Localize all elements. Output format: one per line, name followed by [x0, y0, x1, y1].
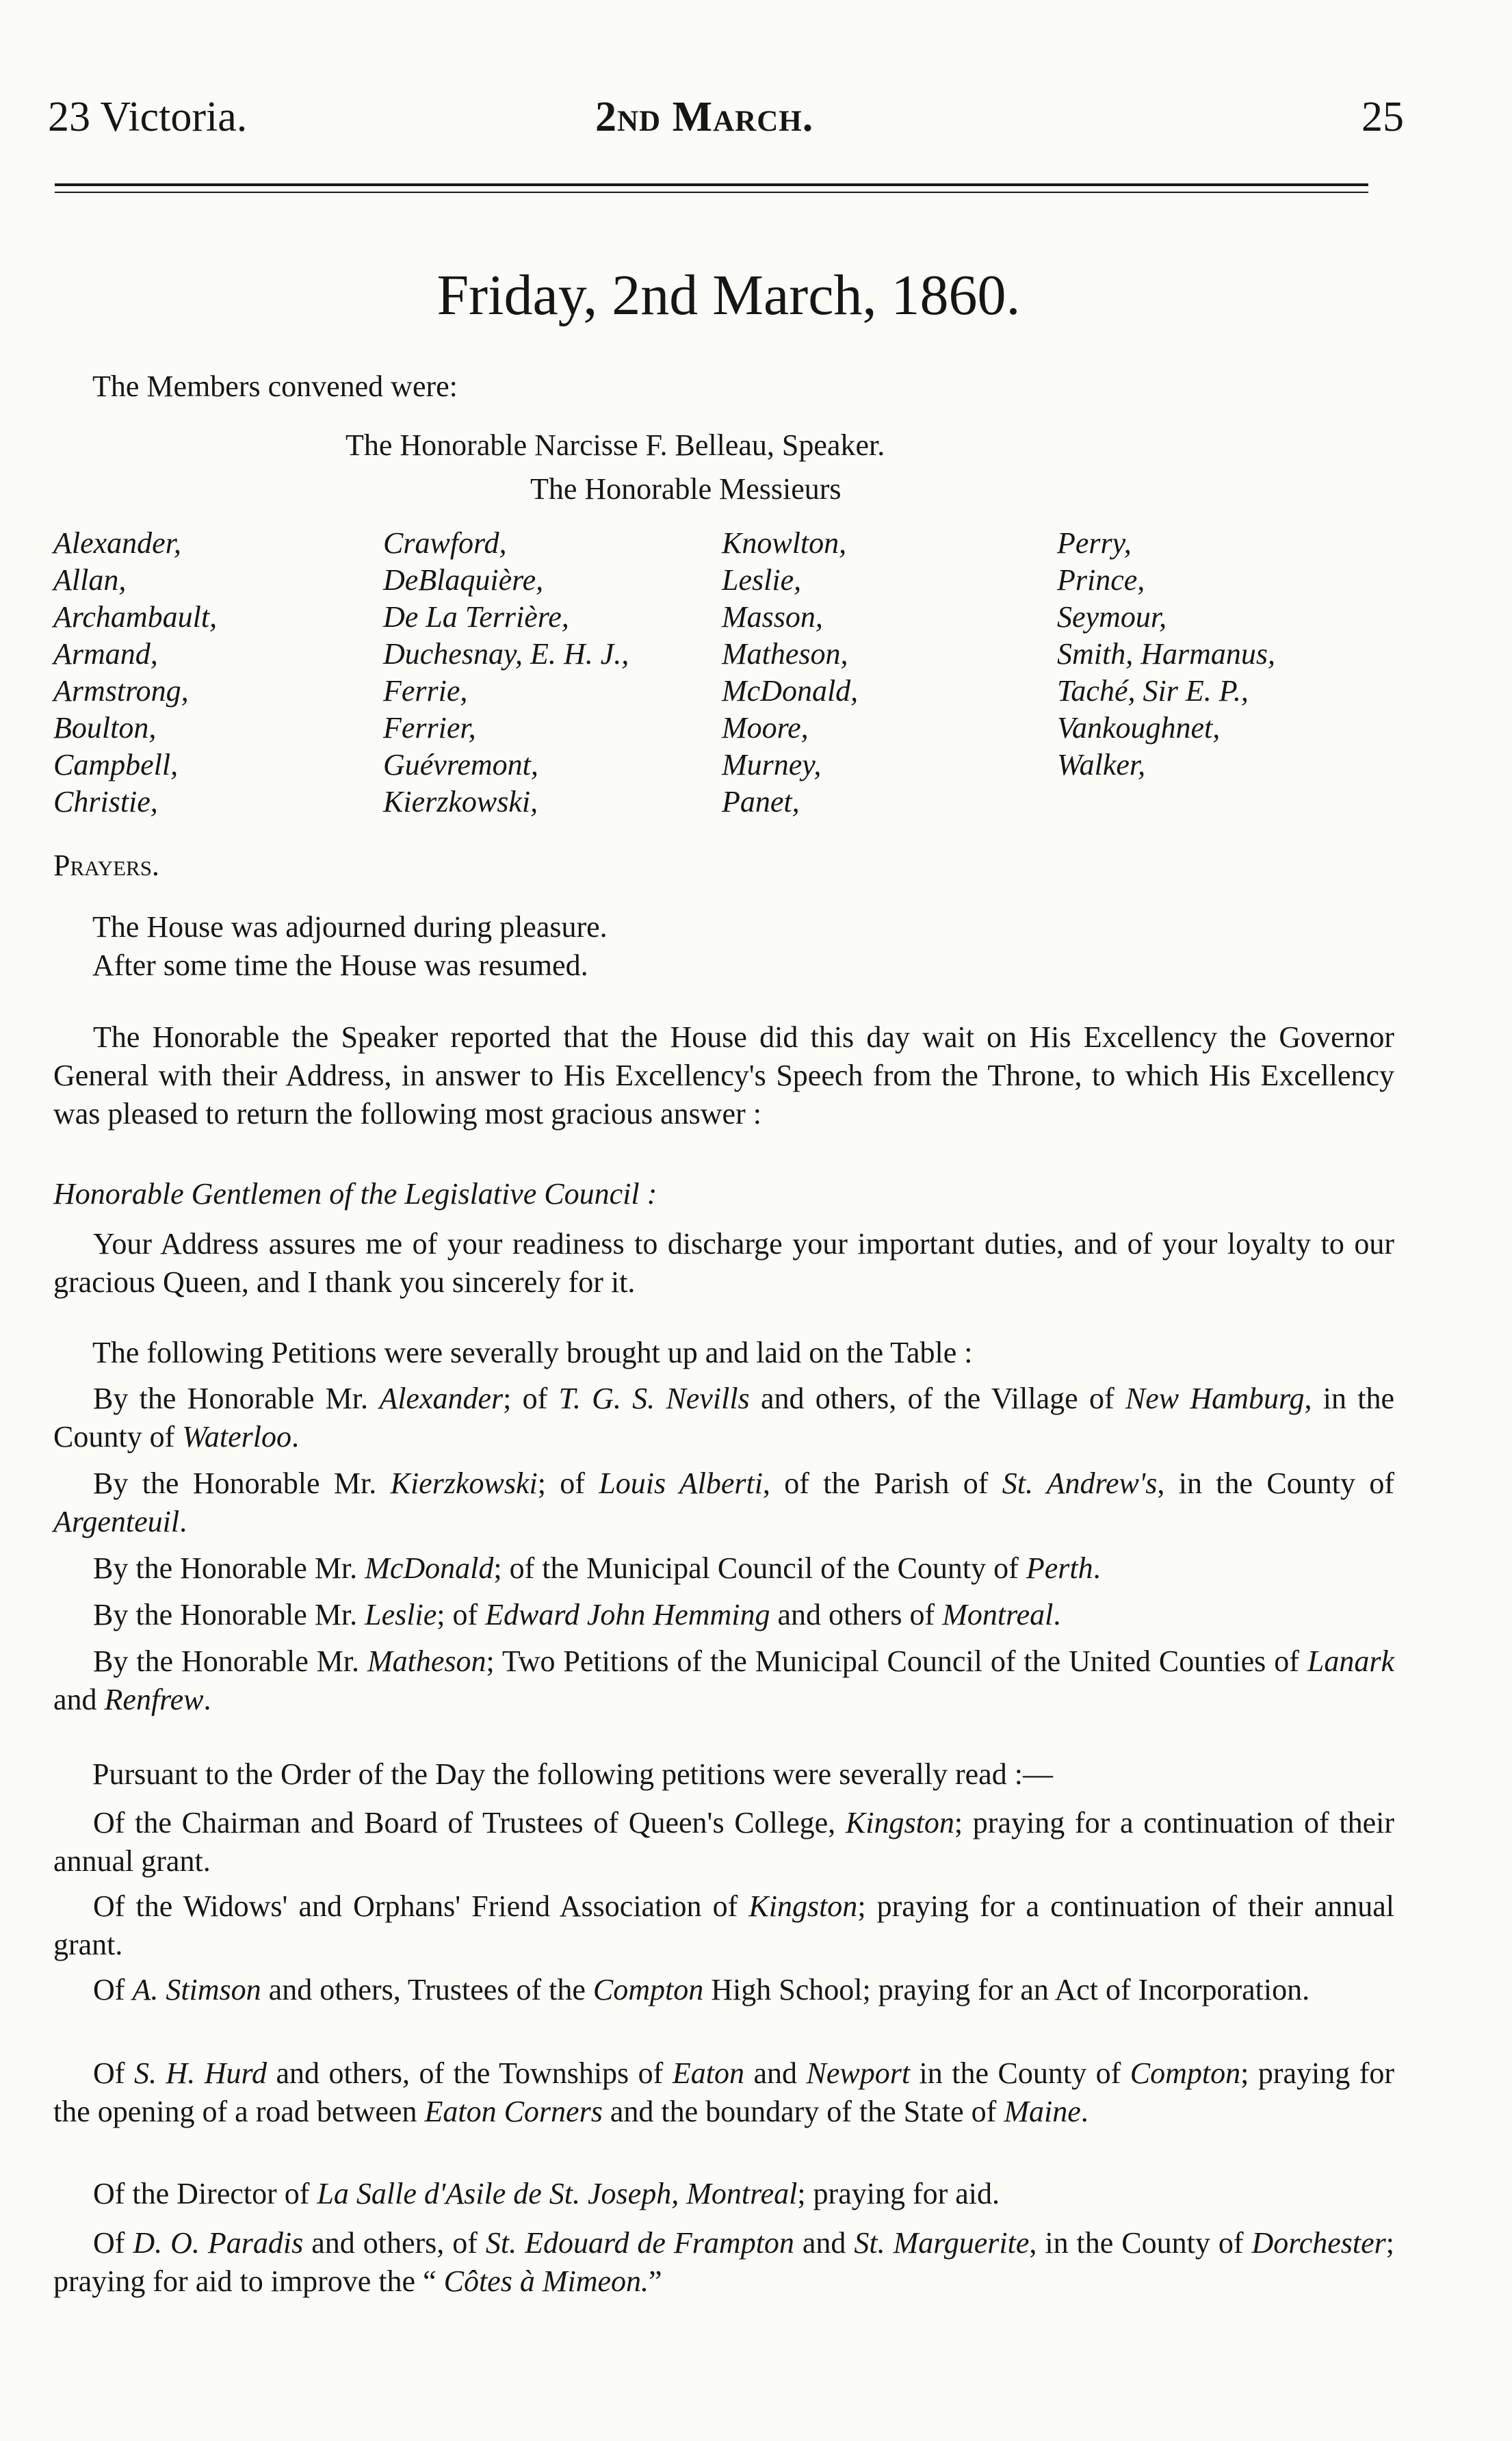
speaker-line: The Honorable Narcisse F. Belleau, Speaker.: [346, 428, 885, 462]
salutation: Honorable Gentlemen of the Legislative Council :: [53, 1177, 657, 1211]
member-name: Christie,: [53, 785, 158, 818]
petitions-intro: The following Petitions were severally brought up and laid on the Table :: [92, 1336, 973, 1369]
member-name: McDonald,: [722, 674, 859, 708]
members-column-1: [53, 525, 217, 821]
member-name: Panet,: [722, 785, 800, 818]
member-name: Duchesnay, E. H. J.,: [383, 637, 629, 671]
read-petition-item: Of S. H. Hurd and others, of the Townships of Eaton and Newport in the County of Compton; praying for the opening of a road between Eaton Corners and the boundary of the State of Maine.: [53, 2056, 1395, 2128]
prayers-heading: Prayers.: [53, 849, 159, 882]
member-name: Taché, Sir E. P.,: [1057, 674, 1249, 708]
read-petition-item: Of D. O. Paradis and others, of St. Edouard de Frampton and St. Marguerite, in the County of Dorchester; praying for aid to improve the “ Côtes à Mimeon.”: [53, 2226, 1395, 2298]
member-name: Murney,: [722, 748, 822, 782]
header-rule-thin: [55, 192, 1368, 193]
member-name: Knowlton,: [722, 526, 847, 560]
member-name: Alexander,: [53, 526, 181, 560]
governor-reply: Your Address assures me of your readiness to discharge your important duties, and of your loyalty to our gracious Queen, and I thank you sincerely for it.: [53, 1227, 1394, 1299]
members-intro: The Members convened were:: [92, 370, 458, 403]
member-name: Seymour,: [1057, 600, 1167, 634]
member-name: Perry,: [1057, 526, 1132, 560]
running-head-date: 2nd March.: [595, 94, 814, 140]
petition-item: By the Honorable Mr. Kierzkowski; of Louis Alberti, of the Parish of St. Andrew's, in the County of Argenteuil.: [53, 1467, 1394, 1538]
member-name: Smith, Harmanus,: [1057, 637, 1276, 671]
member-name: Crawford,: [383, 526, 507, 560]
member-name: Masson,: [722, 600, 823, 634]
page-number: 25: [1361, 94, 1404, 140]
member-name: Prince,: [1057, 563, 1145, 597]
read-petition-item: Of A. Stimson and others, Trustees of the Compton High School; praying for an Act of Incorporation.: [93, 1973, 1310, 2006]
member-name: Campbell,: [53, 748, 179, 782]
read-petition-item: Of the Chairman and Board of Trustees of Queen's College, Kingston; praying for a continuation of their annual grant.: [53, 1806, 1394, 1878]
members-column-3: [722, 525, 858, 821]
read-petition-item: Of the Director of La Salle d'Asile de St. Joseph, Montreal; praying for aid.: [93, 2177, 1000, 2210]
member-name: Kierzkowski,: [383, 785, 538, 818]
petition-item: By the Honorable Mr. McDonald; of the Municipal Council of the County of Perth.: [93, 1551, 1101, 1585]
page-title: Friday, 2nd March, 1860.: [436, 263, 1021, 327]
order-of-day-intro: Pursuant to the Order of the Day the following petitions were severally read :—: [92, 1757, 1053, 1791]
member-name: Moore,: [722, 711, 809, 745]
members-column-2: [383, 525, 629, 821]
petition-item: By the Honorable Mr. Leslie; of Edward John Hemming and others of Montreal.: [93, 1598, 1061, 1631]
speaker-report-paragraph: The Honorable the Speaker reported that the House did this day wait on His Excellency the Governor General with their Address, in answer to His Excellency's Speech from the Throne, to which His Excellency was pleased to return the following most gracious answer :: [53, 1020, 1394, 1131]
member-name: Ferrier,: [383, 711, 476, 745]
petition-item: By the Honorable Mr. Matheson; Two Petitions of the Municipal Council of the United Counties of Lanark and Renfrew.: [53, 1644, 1394, 1716]
adjourned-line: The House was adjourned during pleasure.: [92, 910, 608, 944]
member-name: DeBlaquière,: [383, 563, 544, 597]
member-name: Armand,: [53, 637, 158, 671]
members-column-4: [1057, 525, 1275, 784]
member-name: Allan,: [53, 563, 127, 597]
member-name: Armstrong,: [53, 674, 189, 708]
header-rule: [55, 183, 1368, 186]
member-name: Boulton,: [53, 711, 157, 745]
member-name: Archambault,: [53, 600, 218, 634]
resumed-line: After some time the House was resumed.: [92, 948, 588, 982]
running-head-left: 23 Victoria.: [48, 94, 248, 140]
read-petition-item: Of the Widows' and Orphans' Friend Association of Kingston; praying for a continuation of their annual grant.: [53, 1889, 1394, 1961]
petition-item: By the Honorable Mr. Alexander; of T. G. S. Nevills and others, of the Village of New Hamburg, in the County of Waterloo.: [53, 1382, 1395, 1454]
member-name: De La Terrière,: [383, 600, 569, 634]
messieurs-line: The Honorable Messieurs: [530, 472, 842, 506]
member-name: Vankoughnet,: [1057, 711, 1221, 745]
member-name: Ferrie,: [383, 674, 468, 708]
member-name: Leslie,: [722, 563, 802, 597]
member-name: Matheson,: [722, 637, 848, 671]
member-name: Walker,: [1057, 748, 1146, 782]
member-name: Guévremont,: [383, 748, 538, 782]
